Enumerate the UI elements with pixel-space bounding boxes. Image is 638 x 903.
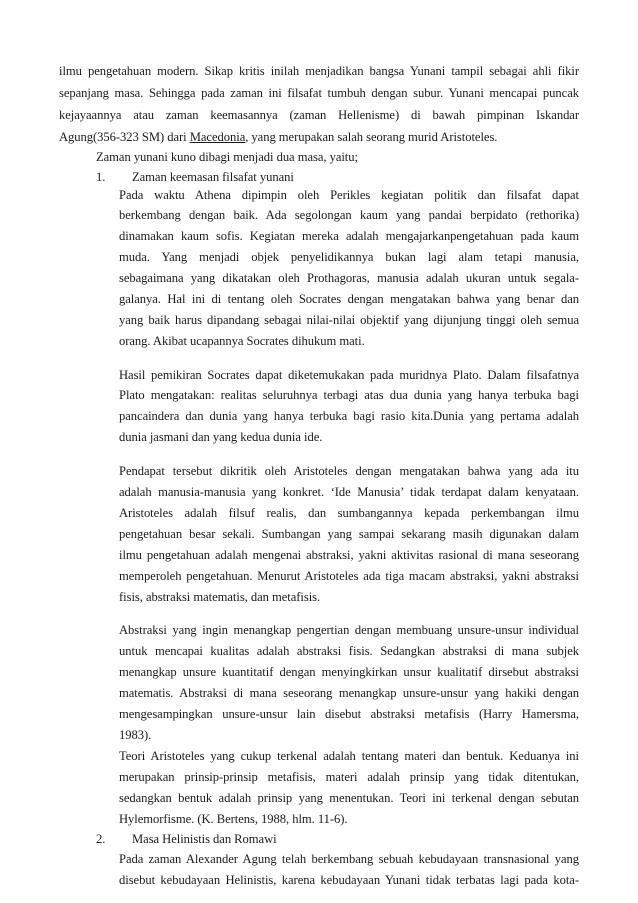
s1p3-line: pengetahuan besar sekali. Sumbangan yang sampai sekarang masih digunakan dalam <box>119 527 579 541</box>
s2p1-line: Pada zaman Alexander Agung telah berkembang sebuah kebudayaan transnasional yang <box>119 852 579 866</box>
s1p2-line: dunia jasmani dan yang kedua dunia ide. <box>119 430 323 444</box>
s1p2-line: Hasil pemikiran Socrates dapat diketemukakan pada muridnya Plato. Dalam filsafatnya <box>119 368 579 382</box>
intro-line-1: ilmu pengetahuan modern. Sikap kritis inilah menjadikan bangsa Yunani tampil sebagai ahli fikir <box>59 64 579 78</box>
section-1-title: Zaman keemasan filsafat yunani <box>132 170 294 184</box>
s1p4-line: menangkap unsure kuantitatif dengan menyingkirkan unsur kualitatif dirsebut abstraksi <box>119 665 579 679</box>
s1p1-line: Pada waktu Athena dipimpin oleh Perikles kegiatan politik dan filsafat dapat <box>119 188 579 202</box>
s1p5-line: merupakan prinsip-prinsip metafisis, materi adalah prinsip yang tidak ditentukan, <box>119 770 579 784</box>
lead-sentence: Zaman yunani kuno dibagi menjadi dua masa, yaitu; <box>96 150 358 164</box>
intro-text: Agung(356-323 SM) dari <box>59 130 190 144</box>
s1p4-line: 1983). <box>119 728 152 742</box>
intro-line-2: sepanjang masa. Sehingga pada zaman ini filsafat tumbuh dengan subur. Yunani mencapai puncak <box>59 86 579 100</box>
section-2-number: 2. <box>96 832 106 846</box>
s1p2-line: Plato mengatakan: realitas seluruhnya terbagi atas dua dunia yang hanya terbuka bagi <box>119 388 579 402</box>
s1p3-line: adalah manusia-manusia yang konkret. ‘Ide Manusia’ tidak terdapat dalam kenyataan. <box>119 485 579 499</box>
section-1-number: 1. <box>96 170 106 184</box>
s1p3-line: fisis, abstraksi matematis, dan metafisis. <box>119 590 321 604</box>
s2p1-line: disebut kebudayaan Helinistis, karena kebudayaan Yunani tidak terbatas lagi pada kota- <box>119 873 579 887</box>
s1p1-line: yang baik harus dipandang sebagai nilai-nilai objektif yang dijunjung tinggi oleh semua <box>119 313 579 327</box>
s1p1-line: berkembang dengan baik. Ada segolongan kaum yang pandai berpidato (rethorika) <box>119 208 579 222</box>
s1p2-line: pancaindera dan dunia yang hanya terbuka bagi rasio kita.Dunia yang pertama adalah <box>119 409 579 423</box>
s1p5-line: sedangkan bentuk adalah prinsip yang menentukan. Teori ini terkenal dengan sebutan <box>119 791 579 805</box>
intro-text-end: , yang merupakan salah seorang murid Aristoteles. <box>245 130 498 144</box>
section-2-title: Masa Helinistis dan Romawi <box>132 832 277 846</box>
s1p1-line: galanya. Hal ini di tentang oleh Socrates dengan mengatakan bahwa yang benar dan <box>119 292 579 306</box>
s1p1-line: muda. Yang menjadi objek penyelidikannya bukan lagi alam tetapi manusia, <box>119 250 579 264</box>
s1p4-line: matematis. Abstraksi di mana seseorang menangkap unsure-unsur yang hakiki dengan <box>119 686 579 700</box>
s1p3-line: Pendapat tersebut dikritik oleh Aristoteles dengan mengatakan bahwa yang ada itu <box>119 464 579 478</box>
intro-line-3: kejayaannya atau zaman keemasannya (zaman Hellenisme) di bawah pimpinan Iskandar <box>59 108 579 122</box>
s1p5-line: Teori Aristoteles yang cukup terkenal adalah tentang materi dan bentuk. Keduanya ini <box>119 749 579 763</box>
s1p4-line: untuk mencapai kualitas adalah abstraksi fisis. Sedangkan abstraksi di mana subjek <box>119 644 579 658</box>
s1p1-line: sebagaimana yang dikatakan oleh Prothagoras, manusia adalah ukuran untuk segala- <box>119 271 579 285</box>
intro-line-4 <box>59 129 497 145</box>
macedonia-link[interactable]: Macedonia <box>189 130 246 144</box>
s1p5-line: Hylemorfisme. (K. Bertens, 1988, hlm. 11-6). <box>119 812 348 826</box>
s1p3-line: memperoleh pengetahuan. Menurut Aristoteles ada tiga macam abstraksi, yakni abstraksi <box>119 569 579 583</box>
s1p1-line: dinamakan kaum sofis. Kegiatan mereka adalah mengajarkanpengetahuan pada kaum <box>119 229 579 243</box>
s1p4-line: mengesampingkan unsure-unsur lain disebut abstraksi metafisis (Harry Hamersma, <box>119 707 579 721</box>
s1p3-line: Aristoteles adalah filsuf realis, dan sumbangannya kepada perkembangan ilmu <box>119 506 579 520</box>
s1p1-line: orang. Akibat ucapannya Socrates dihukum mati. <box>119 334 365 348</box>
s1p4-line: Abstraksi yang ingin menangkap pengertian dengan membuang unsure-unsur individual <box>119 623 579 637</box>
s1p3-line: ilmu pengetahuan adalah mengenai abstraksi, yakni aktivitas rasional di mana seseorang <box>119 548 579 562</box>
